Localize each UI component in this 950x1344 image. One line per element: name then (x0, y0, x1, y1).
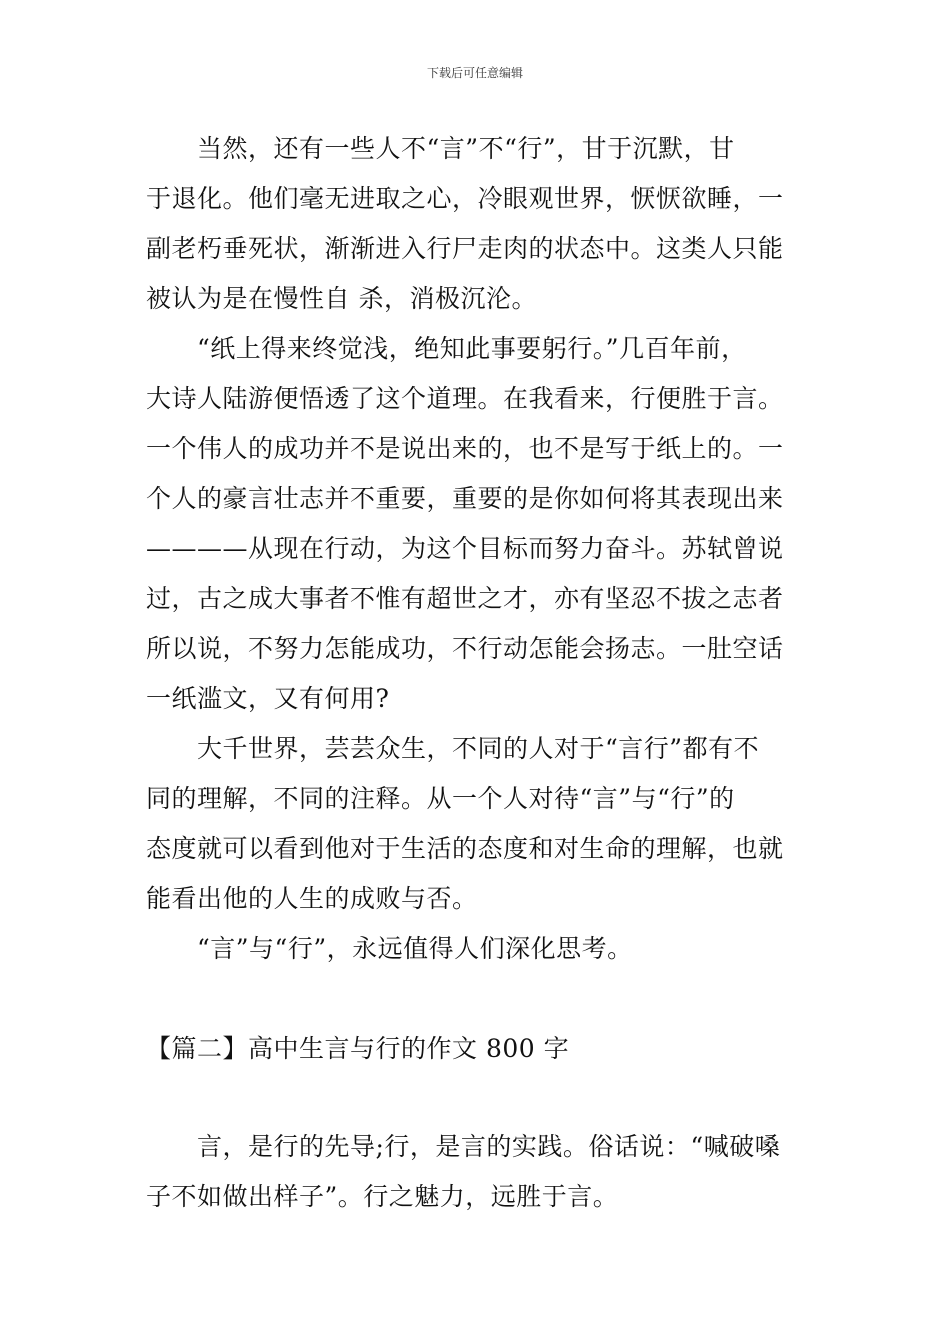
text-line: 被认为是在慢性自 杀，消极沉沦。 (146, 284, 537, 313)
text-line: 大千世界，芸芸众生，不同的人对于“言行”都有不 (146, 734, 760, 763)
text-line: ————从现在行动，为这个目标而努力奋斗。苏轼曾说 (146, 534, 784, 563)
section-heading: 【篇二】高中生言与行的作文 800 字 (146, 1034, 570, 1063)
text-line: 能看出他的人生的成败与否。 (146, 884, 478, 913)
text-line: 于退化。他们毫无进取之心，冷眼观世界，恹恹欲睡，一 (146, 184, 784, 213)
text-line: “言”与“行”，永远值得人们深化思考。 (146, 934, 633, 963)
page-header: 下载后可任意编辑 (426, 66, 523, 80)
text-line: “纸上得来终觉浅，绝知此事要躬行。”几百年前， (146, 334, 747, 363)
text-line: 当然，还有一些人不“言”不“行”，甘于沉默，甘 (146, 134, 735, 163)
text-line: 言，是行的先导;行，是言的实践。俗话说：“喊破嗓 (146, 1132, 781, 1161)
text-line: 所以说，不努力怎能成功，不行动怎能会扬志。一肚空话 (146, 634, 784, 663)
text-line: 副老朽垂死状，渐渐进入行尸走肉的状态中。这类人只能 (146, 234, 784, 263)
text-line: 个人的豪言壮志并不重要，重要的是你如何将其表现出来 (146, 484, 784, 513)
text-line: 同的理解，不同的注释。从一个人对待“言”与“行”的 (146, 784, 735, 813)
text-line: 态度就可以看到他对于生活的态度和对生命的理解，也就 (146, 834, 784, 863)
text-line: 子不如做出样子”。行之魅力，远胜于言。 (146, 1182, 619, 1211)
text-line: 一个伟人的成功并不是说出来的，也不是写于纸上的。一 (146, 434, 784, 463)
text-line: 大诗人陆游便悟透了这个道理。在我看来，行便胜于言。 (146, 384, 784, 413)
text-line: 过，古之成大事者不惟有超世之才，亦有坚忍不拔之志者 (146, 584, 784, 613)
text-line: 一纸滥文，又有何用? (146, 684, 390, 713)
